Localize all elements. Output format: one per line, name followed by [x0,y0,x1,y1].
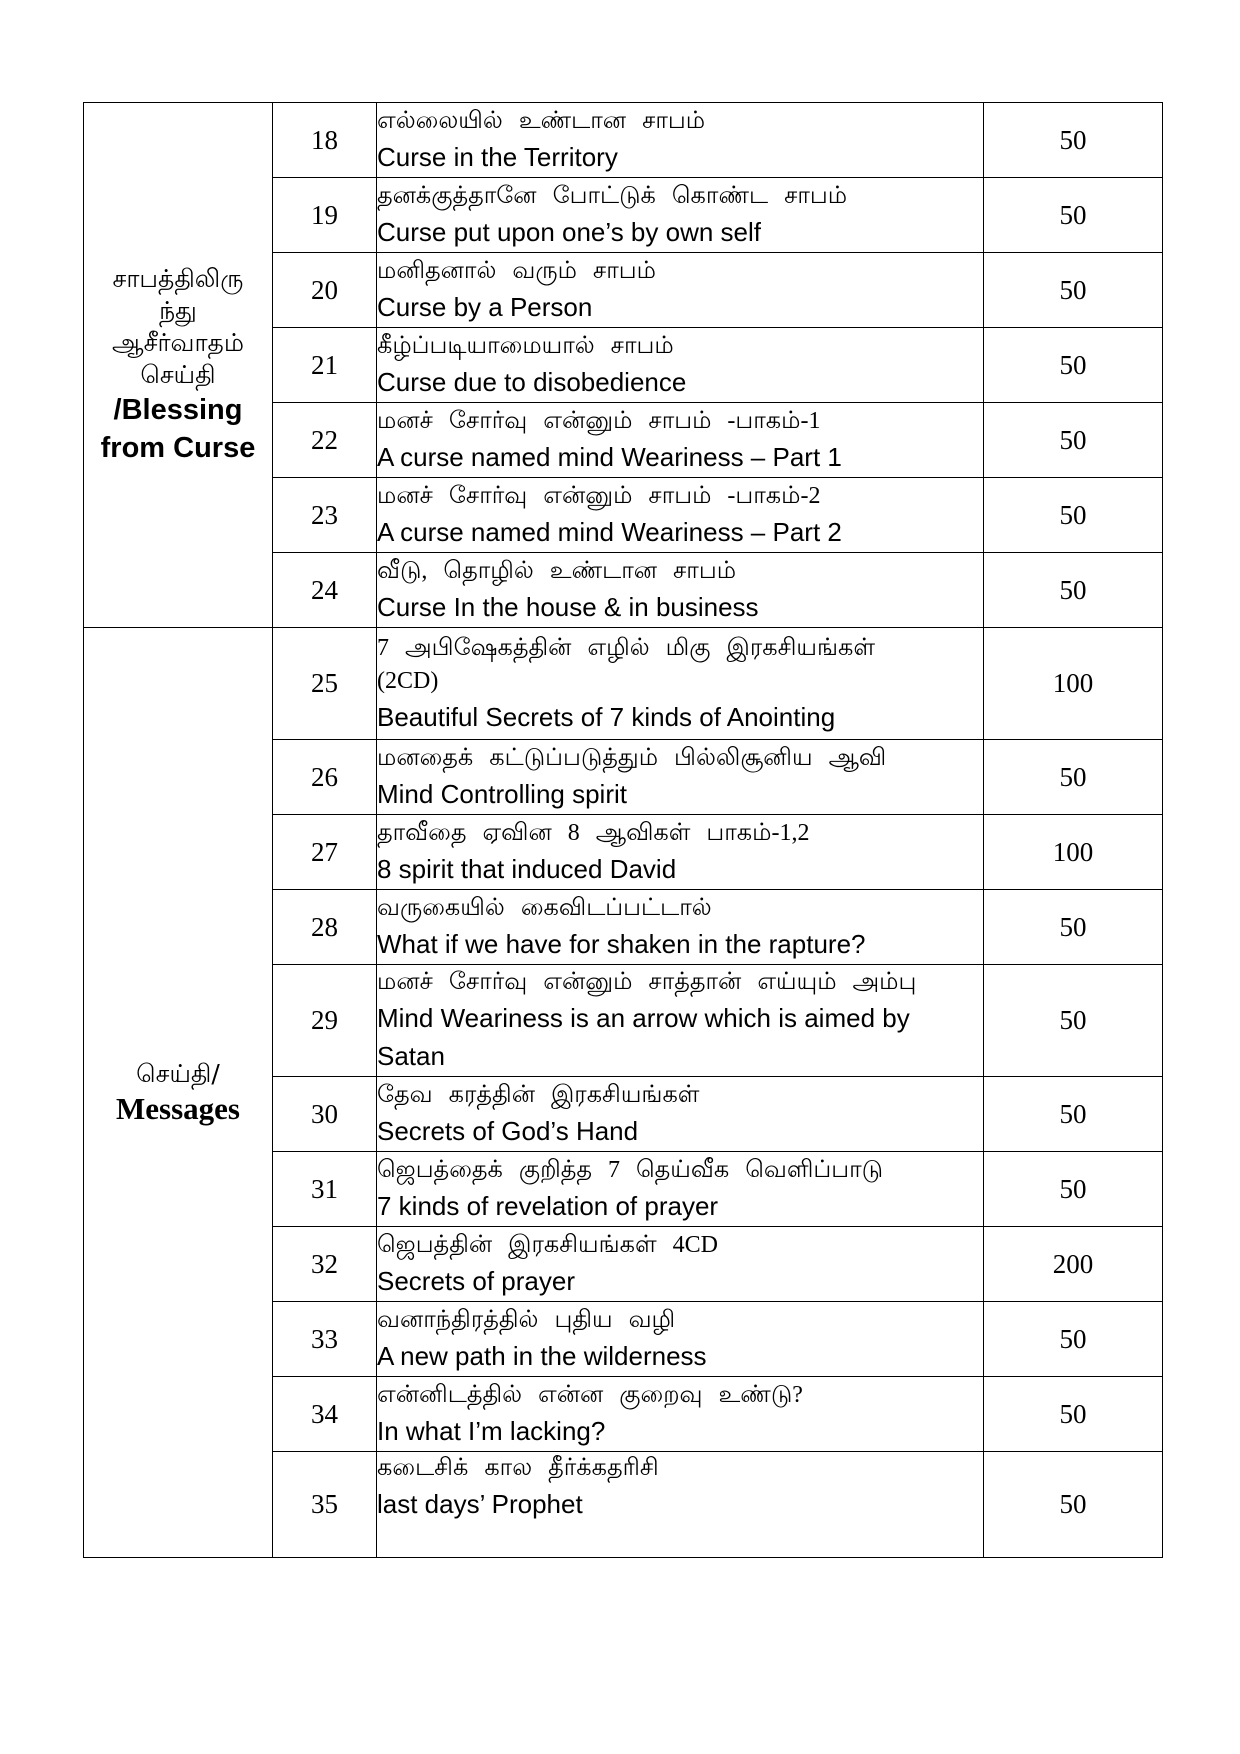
item-title-english: Curse due to disobedience [377,366,687,397]
item-title-tamil: என்னிடத்தில் என்ன குறைவு உண்டு? [377,1381,803,1408]
item-number: 33 [273,1302,377,1377]
item-title-tamil: ஜெபத்தின் இரகசியங்கள் 4CD [377,1231,718,1258]
item-number: 35 [273,1452,377,1558]
item-title-tamil: வீடு, தொழில் உண்டான சாபம் [377,557,737,584]
item-number: 19 [273,178,377,253]
item-title-english: A curse named mind Weariness – Part 2 [377,516,842,547]
item-title-tamil: ஜெபத்தைக் குறித்த 7 தெய்வீக வெளிப்பாடு [377,1156,884,1183]
item-price: 100 [984,815,1163,890]
category-tamil-line: ஆசீர்வாதம் [112,328,244,357]
item-title-english: Secrets of God’s Hand [377,1115,639,1146]
item-price: 50 [984,1452,1163,1558]
item-title-tamil: மனச் சோர்வு என்னும் சாத்தான் எய்யும் அம்பு [377,969,917,995]
item-title-cell [377,628,984,740]
category-english-line: Messages [116,1090,240,1126]
item-price: 50 [984,1077,1163,1152]
item-number: 29 [273,965,377,1077]
item-price: 50 [984,965,1163,1077]
category-tamil-line: செய்தி/ [136,1058,220,1088]
item-title-tamil: வருகையில் கைவிடப்பட்டால் [377,894,712,921]
item-title-english: A curse named mind Weariness – Part 1 [377,441,842,472]
item-price: 50 [984,478,1163,553]
item-title-english: Secrets of prayer [377,1265,575,1296]
item-title-cell [377,890,984,965]
table-row [84,628,1163,740]
item-number: 30 [273,1077,377,1152]
item-title-tamil: தேவ கரத்தின் இரகசியங்கள் [377,1081,700,1108]
item-price: 50 [984,1377,1163,1452]
table-row [84,103,1163,178]
item-title-english-cont: Satan [377,1041,445,1071]
item-number: 27 [273,815,377,890]
item-title-english: Curse put upon one’s by own self [377,216,761,247]
item-title-cell [377,1152,984,1227]
item-title-tamil: மனதைக் கட்டுப்படுத்தும் பில்லிசூனிய ஆவி [377,744,887,771]
item-title-cell [377,815,984,890]
item-title-english: Curse In the house & in business [377,591,759,622]
item-title-tamil: வனாந்திரத்தில் புதிய வழி [377,1306,676,1333]
item-title-tamil: மனச் சோர்வு என்னும் சாபம் -பாகம்-2 [377,482,821,509]
item-price: 50 [984,890,1163,965]
item-title-cell [377,1302,984,1377]
item-number: 28 [273,890,377,965]
item-title-tamil: எல்லையில் உண்டான சாபம் [377,107,706,134]
item-number: 25 [273,628,377,740]
item-number: 22 [273,403,377,478]
item-number: 21 [273,328,377,403]
category-english-line: from Curse [100,432,256,464]
item-title-cell [377,1452,984,1558]
item-title-english: Curse by a Person [377,291,593,322]
item-title-tamil: தனக்குத்தானே போட்டுக் கொண்ட சாபம் [377,182,848,209]
item-price: 50 [984,740,1163,815]
category-cell-messages [84,628,273,1558]
item-price: 50 [984,328,1163,403]
item-price: 100 [984,628,1163,740]
item-price: 50 [984,103,1163,178]
item-number: 26 [273,740,377,815]
item-title-english: A new path in the wilderness [377,1340,707,1371]
item-title-english: What if we have for shaken in the rapture? [377,928,866,959]
item-title-english: Mind Weariness is an arrow which is aimed by [377,1003,910,1033]
item-title-english: last days’ Prophet [377,1489,583,1519]
item-title-cell [377,403,984,478]
item-title-tamil: தாவீதை ஏவின 8 ஆவிகள் பாகம்-1,2 [377,819,810,846]
item-number: 31 [273,1152,377,1227]
item-title-english: 8 spirit that induced David [377,853,677,884]
item-price: 50 [984,553,1163,628]
item-title-cell [377,178,984,253]
item-title-tamil: கடைசிக் கால தீர்க்கதரிசி [377,1455,659,1481]
item-number: 23 [273,478,377,553]
item-price: 50 [984,1302,1163,1377]
item-title-tamil-cont: (2CD) [377,667,439,694]
item-price: 50 [984,178,1163,253]
item-number: 34 [273,1377,377,1452]
item-title-english: In what I’m lacking? [377,1415,606,1446]
item-title-cell [377,1377,984,1452]
item-price: 200 [984,1227,1163,1302]
item-number: 20 [273,253,377,328]
item-title-cell [377,1077,984,1152]
item-price: 50 [984,253,1163,328]
item-title-cell [377,1227,984,1302]
item-title-tamil: மனிதனால் வரும் சாபம் [377,257,656,284]
item-title-english: Curse in the Territory [377,141,618,172]
item-number: 32 [273,1227,377,1302]
item-price: 50 [984,403,1163,478]
item-title-english: 7 kinds of revelation of prayer [377,1190,719,1221]
item-number: 24 [273,553,377,628]
item-title-tamil: கீழ்ப்படியாமையால் சாபம் [377,332,674,359]
category-english-line: /Blessing [113,394,243,426]
item-title-cell [377,553,984,628]
item-title-cell [377,103,984,178]
item-title-cell [377,253,984,328]
item-title-cell [377,740,984,815]
category-tamil-line: ந்து [159,296,197,325]
category-tamil-line: சாபத்திலிரு [112,264,244,293]
category-cell-blessing-from-curse [84,103,273,628]
item-price: 50 [984,1152,1163,1227]
item-title-english: Beautiful Secrets of 7 kinds of Anointing [377,701,836,732]
item-title-cell [377,328,984,403]
item-title-tamil: மனச் சோர்வு என்னும் சாபம் -பாகம்-1 [377,407,821,434]
item-title-english: Mind Controlling spirit [377,778,627,809]
category-tamil-line: செய்தி [140,360,216,389]
item-title-tamil: 7 அபிஷேகத்தின் எழில் மிகு இரகசியங்கள் [377,634,875,661]
catalog-table [83,102,1163,1558]
item-title-cell [377,478,984,553]
item-title-cell [377,965,984,1077]
item-number: 18 [273,103,377,178]
